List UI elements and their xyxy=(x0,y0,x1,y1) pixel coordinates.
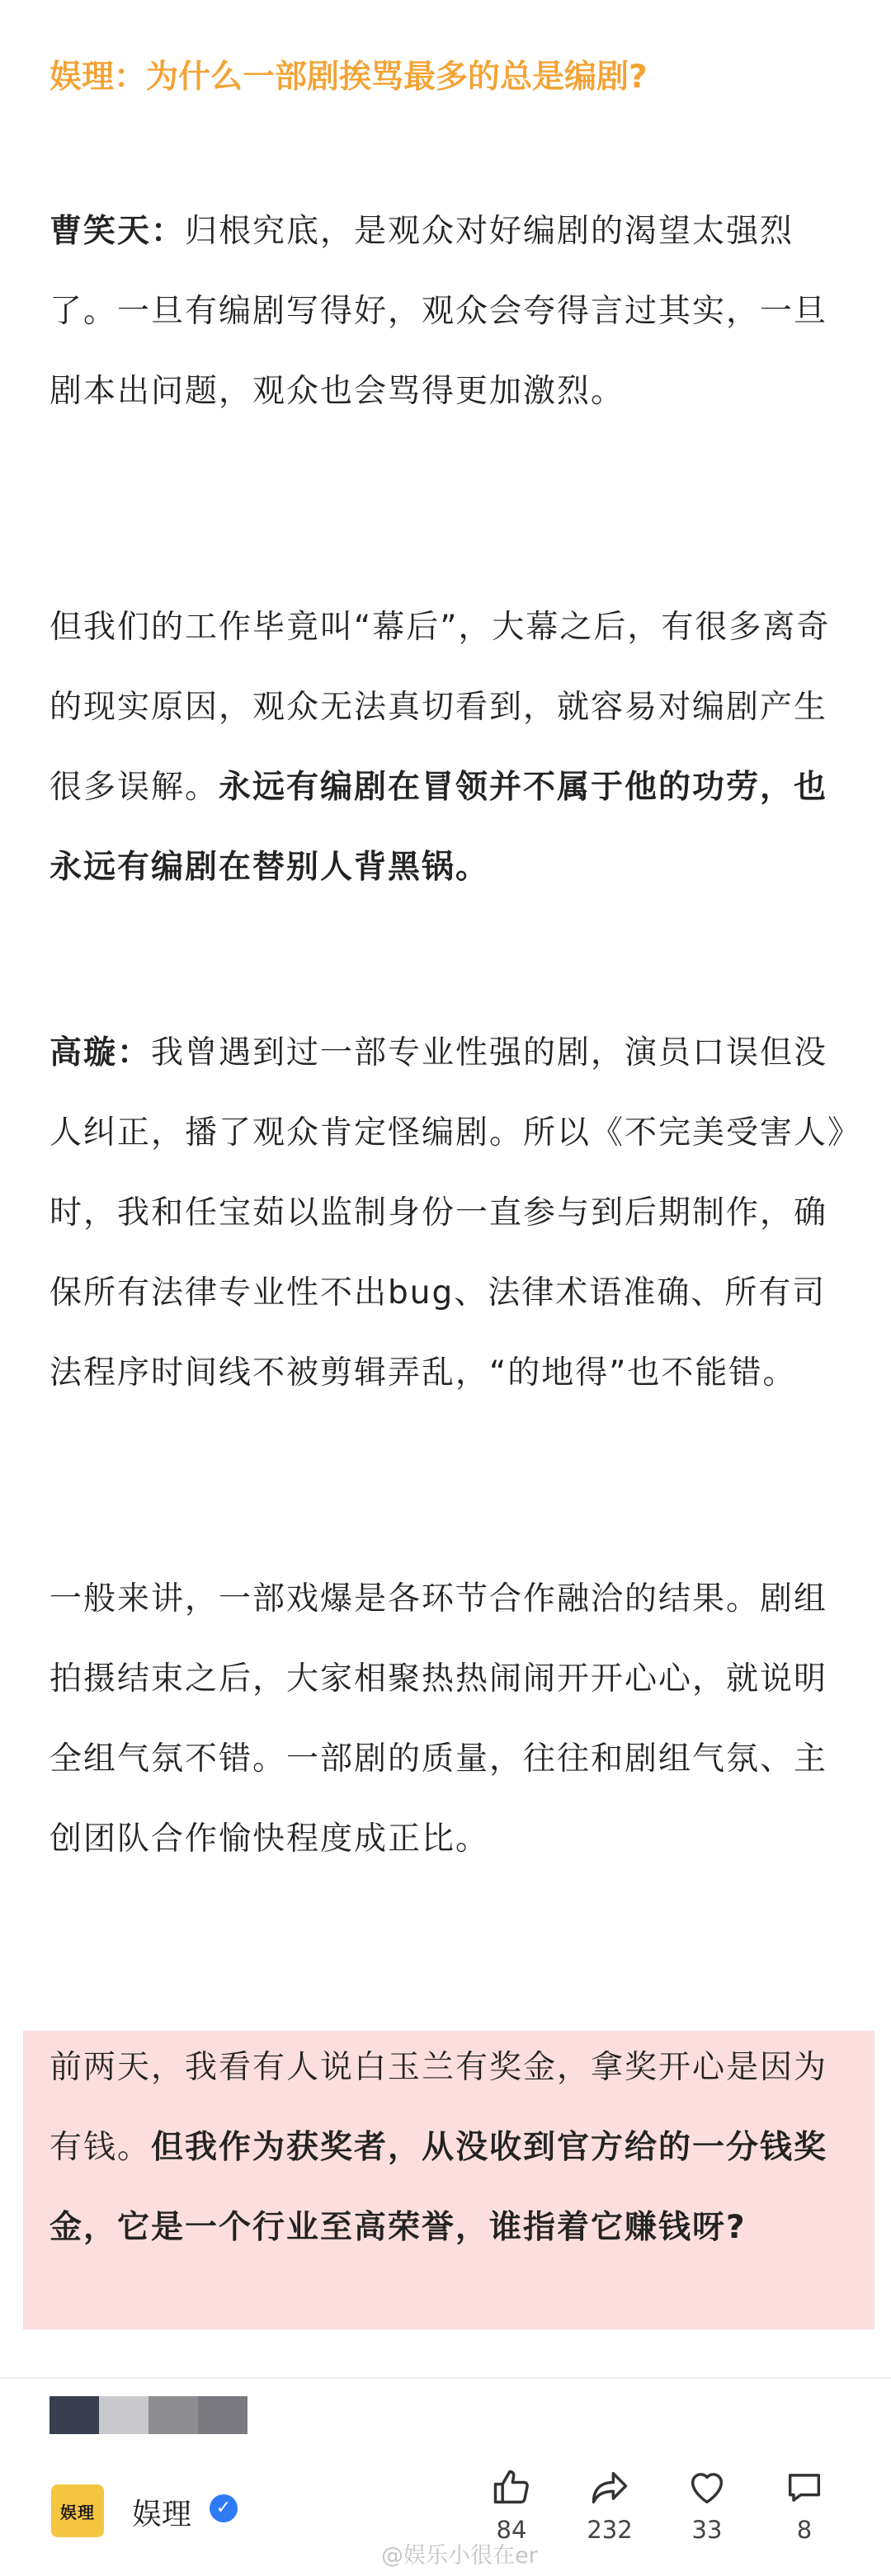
headline: 娱理：为什么一部剧挨骂最多的总是编剧? xyxy=(50,59,648,96)
paragraph-bold-text: 永远有编剧在冒领并不属于他的功劳，也永远有编剧在替别人背黑锅。 xyxy=(50,769,828,886)
paragraph-text: 我曾遇到过一部专业性强的剧，演员口误但没人纠正，播了观众肯定怪编剧。所以《不完美受害人》时，我和任宝茹以监制身份一直参与到后期制作，确保所有法律专业性不出bug、法律术语准确、所有司法程序时间线不被剪辑弄乱，“的地得”也不能错。 xyxy=(50,1034,846,1392)
blur-block xyxy=(198,2396,248,2434)
post-footer xyxy=(0,2466,891,2576)
blurred-image-strip xyxy=(50,2396,248,2434)
paragraph-crew-atmosphere xyxy=(50,1559,846,1879)
author-avatar[interactable]: 娱理 xyxy=(51,2484,104,2537)
paragraph-bold-text: 但我作为获奖者，从没收到官方给的一分钱奖金，它是一个行业至高荣誉，谁指着它赚钱呀? xyxy=(50,2129,828,2246)
paragraph-text: 归根究底，是观众对好编剧的渴望太强烈了。一旦有编剧写得好，观众会夸得言过其实，一旦剧本出问题，观众也会骂得更加激烈。 xyxy=(50,213,828,410)
thumbs-up-icon xyxy=(490,2466,533,2509)
verified-badge-icon: ✓ xyxy=(210,2494,238,2522)
author-name[interactable]: 娱理 xyxy=(132,2498,192,2531)
paragraph-cao-xiaotian xyxy=(50,191,846,431)
share-button[interactable] xyxy=(564,2466,655,2544)
speaker-name: 高璇： xyxy=(50,1034,152,1071)
paragraph-behind-scenes xyxy=(50,587,846,907)
like-count: 84 xyxy=(496,2516,527,2544)
favorite-button[interactable] xyxy=(662,2466,752,2544)
share-count: 232 xyxy=(587,2516,633,2544)
paragraph-magnolia-award xyxy=(50,2027,846,2268)
divider xyxy=(0,2377,891,2379)
comment-count: 8 xyxy=(796,2516,813,2544)
paragraph-text: 一般来讲，一部戏爆是各环节合作融洽的结果。剧组拍摄结束之后，大家相聚热热闹闹开开心心，就说明全组气氛不错。一部剧的质量，往往和剧组气氛、主创团队合作愉快程度成正比。 xyxy=(50,1580,828,1858)
heart-icon xyxy=(686,2466,728,2509)
blur-block xyxy=(99,2396,148,2434)
paragraph-gao-xuan xyxy=(50,1013,846,1413)
blur-block xyxy=(50,2396,99,2434)
paragraph-text: 但我们的工作毕竟叫“幕后”，大幕之后，有很多离奇的现实原因，观众无法真切看到，就容易对编剧产生很多误解。 xyxy=(50,609,831,806)
speaker-name: 曹笑天： xyxy=(50,213,186,250)
paragraph-text: 前两天，我看有人说白玉兰有奖金，拿奖开心是因为有钱。 xyxy=(50,2049,828,2166)
comment-button[interactable] xyxy=(759,2466,850,2544)
comment-bubble-icon xyxy=(783,2466,826,2509)
like-button[interactable] xyxy=(466,2466,557,2544)
share-arrow-icon xyxy=(588,2466,631,2509)
favorite-count: 33 xyxy=(691,2516,723,2544)
watermark: @娱乐小很在er xyxy=(381,2543,538,2569)
blur-block xyxy=(148,2396,198,2434)
